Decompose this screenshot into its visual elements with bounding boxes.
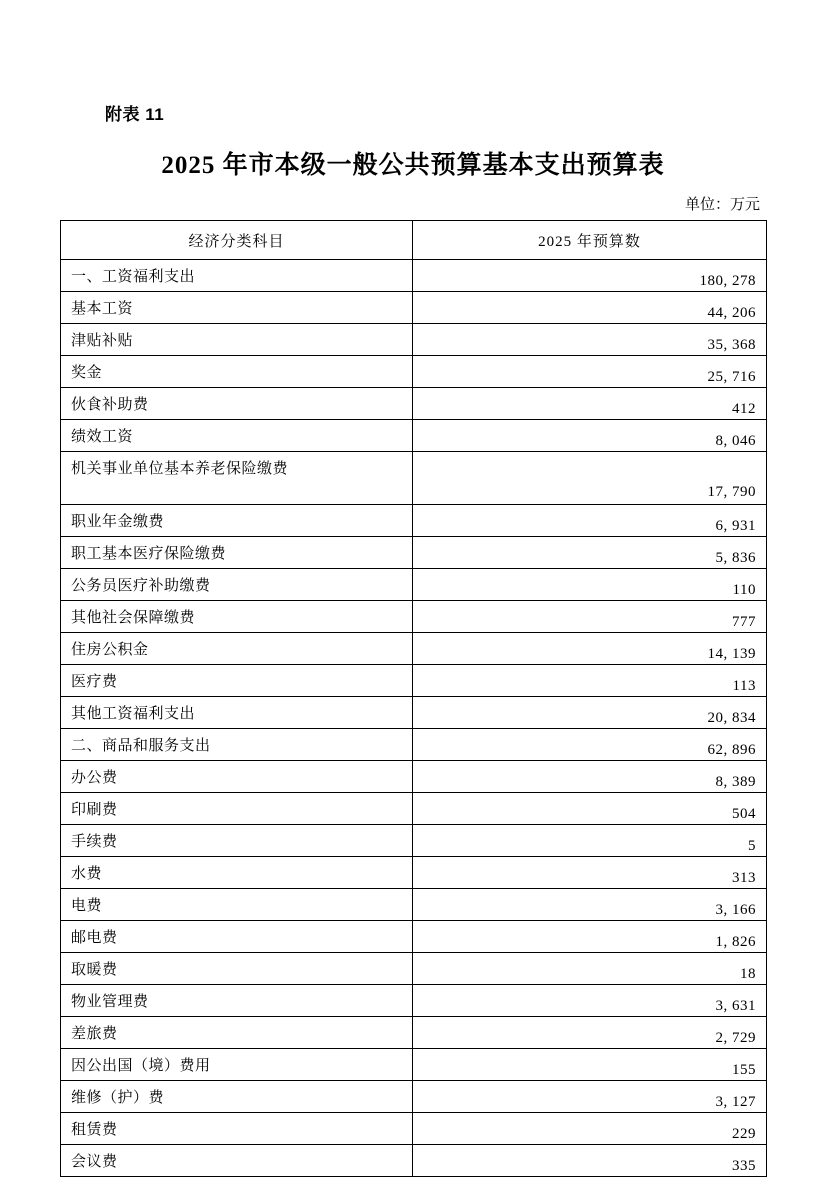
row-category: 会议费: [61, 1145, 413, 1177]
table-row: [61, 1113, 767, 1145]
row-amount: 313: [413, 857, 767, 889]
unit-note: 单位：万元: [684, 197, 760, 213]
attachment-label: 附表 11: [105, 105, 165, 124]
row-amount: 2, 729: [413, 1017, 767, 1049]
row-amount: 35, 368: [413, 324, 767, 356]
row-category: 维修（护）费: [61, 1081, 413, 1113]
table-row: [61, 921, 767, 953]
row-category: 医疗费: [61, 665, 413, 697]
table-row: [61, 889, 767, 921]
row-amount: 62, 896: [413, 729, 767, 761]
row-amount: 25, 716: [413, 356, 767, 388]
table-row: [61, 953, 767, 985]
row-amount: 504: [413, 793, 767, 825]
row-amount: 6, 931: [413, 505, 767, 537]
table-header-row: [61, 221, 767, 260]
table-row: [61, 601, 767, 633]
table-row: [61, 420, 767, 452]
row-amount: 17, 790: [413, 452, 767, 505]
row-amount: 20, 834: [413, 697, 767, 729]
row-category: 二、商品和服务支出: [61, 729, 413, 761]
row-category: 职业年金缴费: [61, 505, 413, 537]
table-row: [61, 569, 767, 601]
row-amount: 412: [413, 388, 767, 420]
row-category: 一、工资福利支出: [61, 260, 413, 292]
row-category: 基本工资: [61, 292, 413, 324]
table-row: [61, 388, 767, 420]
table-row: [61, 985, 767, 1017]
table-row: [61, 857, 767, 889]
row-category: 其他工资福利支出: [61, 697, 413, 729]
row-category: 取暖费: [61, 953, 413, 985]
row-amount: 110: [413, 569, 767, 601]
column-header-amount: 2025 年预算数: [413, 221, 767, 260]
row-amount: 44, 206: [413, 292, 767, 324]
row-category: 因公出国（境）费用: [61, 1049, 413, 1081]
table-row: [61, 825, 767, 857]
table-row: [61, 324, 767, 356]
row-amount: 777: [413, 601, 767, 633]
table-row: [61, 761, 767, 793]
row-category: 印刷费: [61, 793, 413, 825]
row-amount: 8, 046: [413, 420, 767, 452]
row-amount: 8, 389: [413, 761, 767, 793]
row-category: 伙食补助费: [61, 388, 413, 420]
table-row: [61, 505, 767, 537]
row-amount: 1, 826: [413, 921, 767, 953]
table-row: [61, 1081, 767, 1113]
table-row: [61, 260, 767, 292]
table-row: [61, 633, 767, 665]
row-category: 办公费: [61, 761, 413, 793]
table-body: [61, 260, 767, 1177]
table-row: [61, 697, 767, 729]
page-title: 2025 年市本级一般公共预算基本支出预算表: [161, 152, 665, 179]
table-row: [61, 793, 767, 825]
row-category: 住房公积金: [61, 633, 413, 665]
table-row: [61, 356, 767, 388]
row-category: 差旅费: [61, 1017, 413, 1049]
row-amount: 5: [413, 825, 767, 857]
table-row: [61, 665, 767, 697]
row-category: 绩效工资: [61, 420, 413, 452]
column-header-category: 经济分类科目: [61, 221, 413, 260]
table-row: [61, 729, 767, 761]
row-amount: 3, 166: [413, 889, 767, 921]
row-category: 奖金: [61, 356, 413, 388]
row-amount: 14, 139: [413, 633, 767, 665]
row-category: 物业管理费: [61, 985, 413, 1017]
row-category: 电费: [61, 889, 413, 921]
row-category: 公务员医疗补助缴费: [61, 569, 413, 601]
row-category: 租赁费: [61, 1113, 413, 1145]
row-amount: 335: [413, 1145, 767, 1177]
row-amount: 18: [413, 953, 767, 985]
table-row: [61, 1145, 767, 1177]
row-category: 水费: [61, 857, 413, 889]
budget-table: [60, 220, 767, 1177]
table-row: [61, 1049, 767, 1081]
row-category: 其他社会保障缴费: [61, 601, 413, 633]
row-amount: 155: [413, 1049, 767, 1081]
row-category: 职工基本医疗保险缴费: [61, 537, 413, 569]
row-category: 津贴补贴: [61, 324, 413, 356]
row-amount: 180, 278: [413, 260, 767, 292]
table-row: [61, 452, 767, 505]
row-category: 机关事业单位基本养老保险缴费: [61, 452, 413, 505]
row-amount: 3, 127: [413, 1081, 767, 1113]
table-row: [61, 537, 767, 569]
row-category: 邮电费: [61, 921, 413, 953]
row-amount: 3, 631: [413, 985, 767, 1017]
table-row: [61, 292, 767, 324]
row-amount: 113: [413, 665, 767, 697]
row-category: 手续费: [61, 825, 413, 857]
table-row: [61, 1017, 767, 1049]
row-amount: 5, 836: [413, 537, 767, 569]
row-amount: 229: [413, 1113, 767, 1145]
